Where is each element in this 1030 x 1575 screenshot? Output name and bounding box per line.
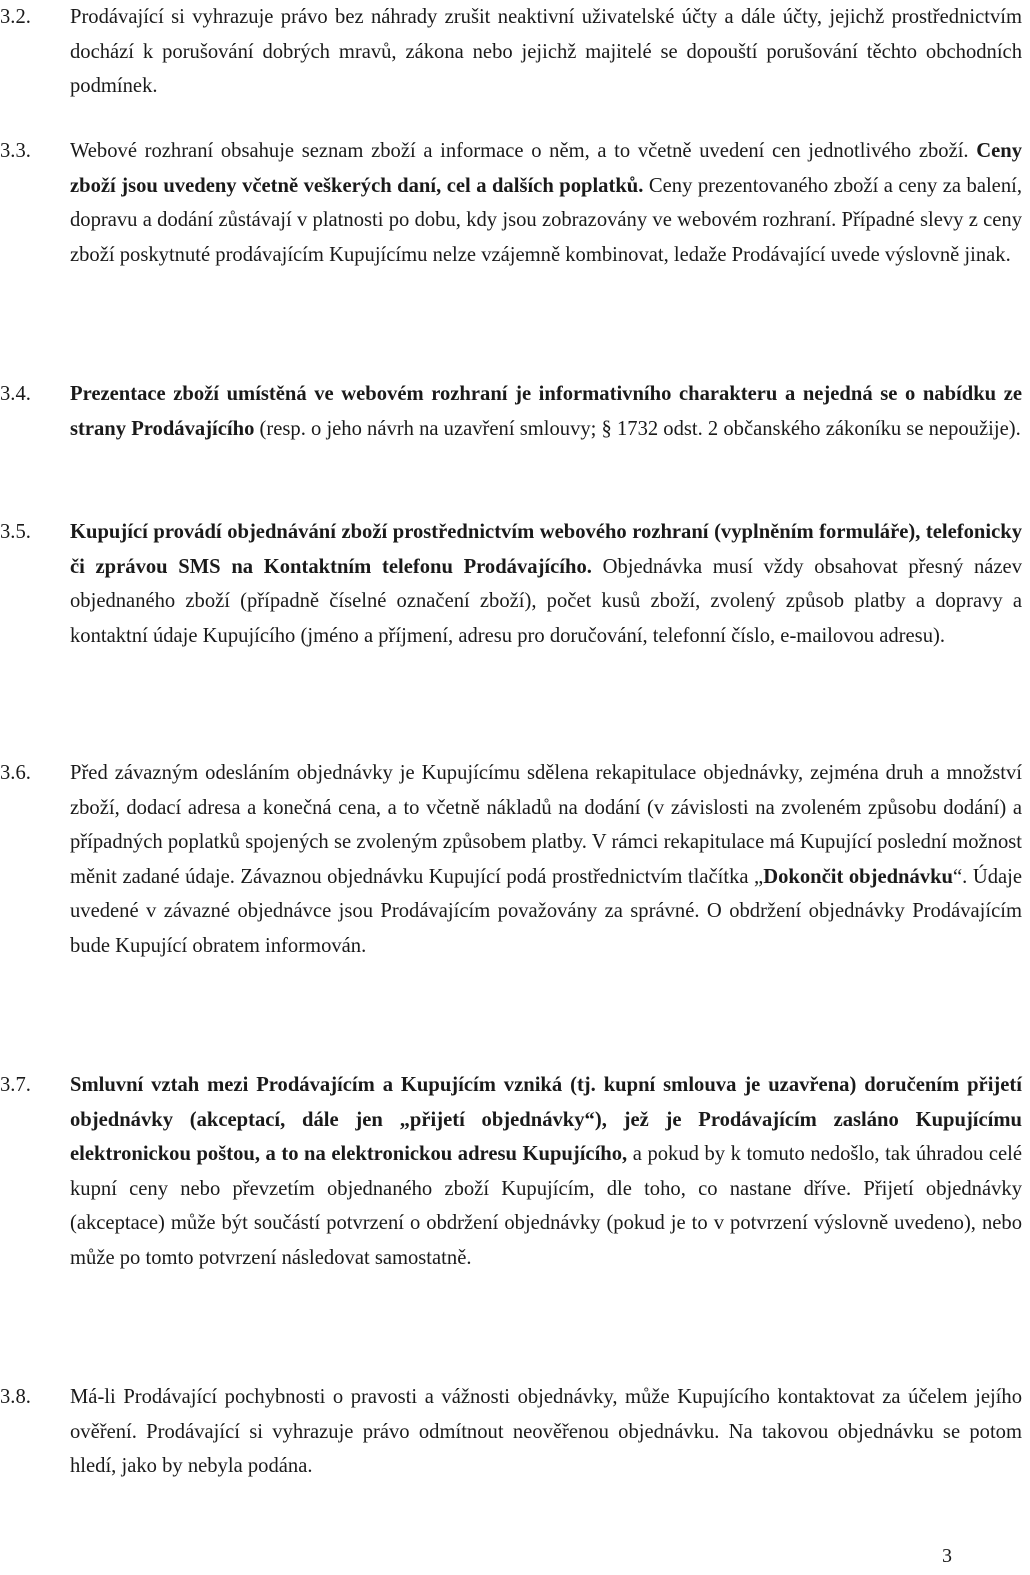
page-number: 3 [942, 1545, 952, 1567]
text-run: Ceny prezentovaného zboží a ceny za balení, dopravu a dodání zůstávají v platnosti po dobu, kdy jsou zobrazovány ve webovém rozhraní. Případné slevy z ceny zboží poskytnuté prodávajícím Kupujícímu nelze vzájemně kombinovat, ledaže Prodávající uvede výslovně jinak. [70, 174, 1022, 266]
text-run: Má-li Prodávající pochybnosti o pravosti a vážnosti objednávky, může Kupujícího kontaktovat za účelem jejího ověření. Prodávající si vyhrazuje právo odmítnout neověřenou objednávku. Na takovou objednávku se potom hledí, jako by nebyla podána. [70, 1386, 1022, 1478]
section-3-6 [0, 756, 1030, 964]
section-number: 3.4. [0, 383, 31, 405]
section-3-3 [0, 134, 1030, 272]
text-run: Objednávka musí vždy obsahovat přesný název objednaného zboží (případně číselné označení zboží), počet kusů zboží, zvolený způsob platby a dopravy a kontaktní údaje Kupujícího (jméno a příjmení, adresu pro doručování, telefonní číslo, e-mailovou adresu). [70, 555, 1022, 647]
section-text [70, 383, 1022, 440]
section-number: 3.3. [0, 140, 31, 162]
section-text [70, 521, 1022, 647]
section-3-5 [0, 515, 1030, 653]
section-text [70, 140, 1022, 266]
text-run-bold: Prezentace zboží umístěná ve webovém rozhraní je informativního charakteru a nejedná se o nabídku ze strany Prodávajícího [70, 383, 1022, 440]
text-run: (resp. o jeho návrh na uzavření smlouvy; § 1732 odst. 2 občanského zákoníku se nepoužije). [254, 417, 1021, 440]
section-number: 3.2. [0, 6, 31, 28]
section-number: 3.7. [0, 1074, 31, 1096]
section-text [70, 1386, 1022, 1477]
text-run: “. Údaje uvedené v závazné objednávce jsou Prodávajícím považovány za správné. O obdržení objednávky Prodávajícím bude Kupující obratem informován. [70, 865, 1023, 957]
section-number: 3.8. [0, 1386, 31, 1408]
section-3-4 [0, 377, 1030, 446]
text-run: a pokud by k tomuto nedošlo, tak úhradou celé kupní ceny nebo převzetím objednaného zboží Kupujícím, dle toho, co nastane dříve. Přijetí objednávky (akceptace) může být součástí potvrzení o obdržení objednávky (pokud je to v potvrzení výslovně uvedeno), nebo může po tomto potvrzení následovat samostatně. [70, 1143, 1022, 1269]
text-run-bold: Smluvní vztah mezi Prodávajícím a Kupujícím vzniká (tj. kupní smlouva je uzavřena) doručením přijetí objednávky (akceptací, dále jen „přijetí objednávky“), jež je Prodávajícím zasláno Kupujícímu elektronickou poštou, a to na elektronickou adresu Kupujícího, [70, 1074, 1022, 1166]
section-3-8 [0, 1380, 1030, 1484]
text-run-bold: Dokončit objednávku [763, 865, 953, 888]
section-text [70, 762, 1022, 957]
section-number: 3.6. [0, 762, 31, 784]
text-run-bold: Ceny zboží jsou uvedeny včetně veškerých daní, cel a dalších poplatků. [70, 140, 1022, 197]
section-text [70, 1074, 1022, 1269]
text-run: Před závazným odesláním objednávky je Kupujícímu sdělena rekapitulace objednávky, zejména druh a množství zboží, dodací adresa a konečná cena, a to včetně nákladů na dodání (v závislosti na zvoleném způsobu dodání) a případných poplatků spojených se zvoleným způsobem platby. V rámci rekapitulace má Kupující poslední možnost měnit zadané údaje. Závaznou objednávku Kupující podá prostřednictvím tlačítka „ [70, 762, 1022, 888]
section-3-2 [0, 0, 1030, 104]
section-text [70, 6, 1022, 97]
text-run: Prodávající si vyhrazuje právo bez náhrady zrušit neaktivní uživatelské účty a dále účty, jejichž prostřednictvím dochází k porušování dobrých mravů, zákona nebo jejichž majitelé se dopouští porušování těchto obchodních podmínek. [70, 6, 1022, 98]
text-run-bold: Kupující provádí objednávání zboží prostřednictvím webového rozhraní (vyplněním formuláře), telefonicky či zprávou SMS na Kontaktním telefonu Prodávajícího. [70, 521, 1022, 578]
text-run: Webové rozhraní obsahuje seznam zboží a informace o něm, a to včetně uvedení cen jednotlivého zboží. [70, 140, 977, 162]
section-number: 3.5. [0, 521, 31, 543]
section-3-7 [0, 1068, 1030, 1276]
